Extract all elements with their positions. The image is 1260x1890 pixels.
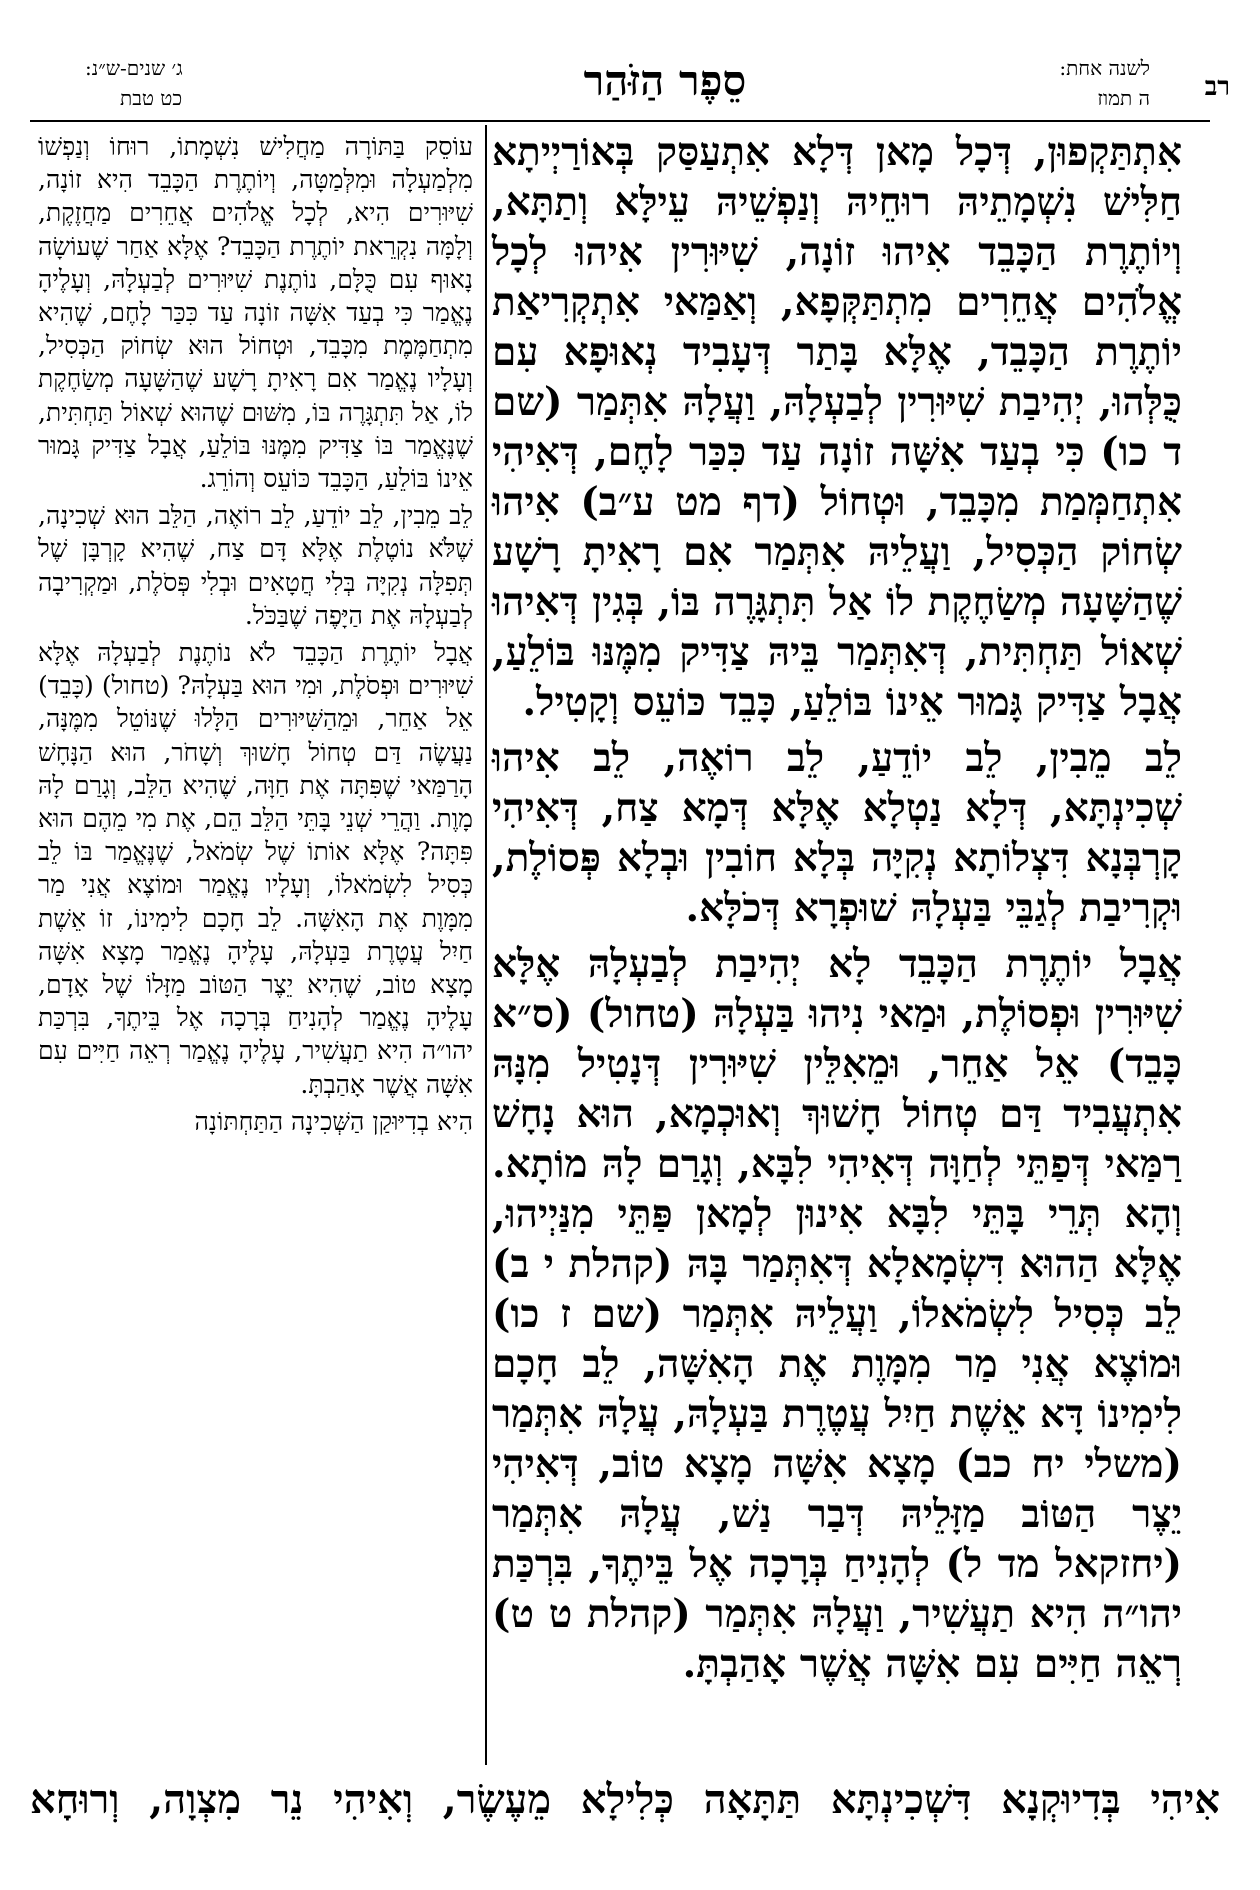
hebrew-translation-column [38,130,473,1142]
book-title: סֵפֶר הַזֹּהַר [583,56,747,105]
main-paragraph: אֲבָל יוֹתֶרֶת הַכָּבֵד לָא יְהִיבַת לְבַעְלָהּ אֶלָּא שִׁיּוּרִין וּפְסוֹלֶת, וּמַאי נִיהוּ בַּעְלָהּ (טחול) (ס״א כָּבֵד) אֵל אַחֵר, וּמֵאִלֵּין שִׁיּוּרִין דְּנָטִיל מִנָּהּ אִתְעֲבִיד דַּם טְחוֹל חָשׁוּךְ וְאוּכְמָא, הוּא נָחָשׁ רַמַּאי דְּפַתֵּי לְחַוָּה דְּאִיהִי לִבָּא, וְגָרַם לָהּ מוֹתָא. וְהָא תְּרֵי בָּתֵּי לִבָּא אִינוּן לְמָאן פַּתֵּי מִנַּיְיהוּ, אֶלָּא הַהוּא דִּשְׂמָאלָא דְּאִתְּמַר בָּהּ (קהלת י ב) לֵב כְּסִיל לִשְׂמֹאלוֹ, וַעֲלֵיהּ אִתְּמַר (שם ז כו) וּמוֹצֶא אֲנִי מַר מִמָּוֶת אֶת הָאִשָּׁה, לֵב חָכָם לִימִינוֹ דָּא אֵשֶׁת חַיִל עֲטֶרֶת בַּעְלָהּ, עֲלָהּ אִתְּמַר (משלי יח כב) מָצָא אִשָּׁה מָצָא טוֹב, דְּאִיהִי יֵצֶר הַטּוֹב מַזָּלֵיהּ דְּבַר נַשׁ, עֲלָהּ אִתְּמַר (יחזקאל מד ל) לְהָנִיחַ בְּרָכָה אֶל בֵּיתֶךָ, בִּרְכַּת יהו״ה הִיא תַעֲשִׁיר, וַעֲלָהּ אִתְּמַר (קהלת ט ט) רְאֵה חַיִּים עִם אִשָּׁה אֲשֶׁר אָהַבְתָּ. [492,941,1182,1687]
schedule-label: לשנה אחת: [1059,56,1150,80]
page-number: רב [1204,72,1230,102]
translation-paragraph: עוֹסֵק בַּתּוֹרָה מַחֲלִישׁ נִשְׁמָתוֹ, רוּחוֹ וְנַפְשׁוֹ מִלְמַעְלָה וּמִלְּמַטָּה, וְיוֹתֶרֶת הַכָּבֵד הִיא זוֹנָה, שִׁיּוּרִים הִיא, לְכָל אֱלֹהִים אֲחֵרִים מַחֲזֶקֶת, וְלָמָּה נִקְרֵאת יוֹתֶרֶת הַכָּבֵד? אֶלָּא אַחַר שֶׁעוֹשָׂה נָאוּף עִם כֻּלָּם, נוֹתֶנֶת שִׁיּוּרִים לְבַעְלָהּ, וְעָלֶיהָ נֶאֱמַר כִּי בְעַד אִשָּׁה זוֹנָה עַד כִּכַּר לָחֶם, שֶׁהִיא מִתְחַמֶּמֶת מִכָּבֵד, וּטְחוֹל הוּא שְׂחוֹק הַכְּסִיל, וְעָלָיו נֶאֱמַר אִם רָאִיתָ רָשָׁע שֶׁהַשָּׁעָה מְשַׂחֶקֶת לוֹ, אַל תִּתְגָּרֶה בּוֹ, מִשּׁוּם שֶׁהוּא שְׁאוֹל תַּחְתִּית, שֶׁנֶּאֱמַר בּוֹ צַדִּיק מִמֶּנּוּ בּוֹלֵעַ, אֲבָל צַדִּיק גָּמוּר אֵינוֹ בּוֹלֵעַ, הַכָּבֵד כּוֹעֵס וְהוֹרֵג. [38,132,473,494]
translation-paragraph: אֲבָל יוֹתֶרֶת הַכָּבֵד לֹא נוֹתֶנֶת לְבַעְלָהּ אֶלָּא שִׁיּוּרִים וּפְסֹלֶת, וּמִי הוּא בַּעְלָהּ? (טחול) (כָּבֵד) אֵל אַחֵר, וּמֵהַשִּׁיּוּרִים הַלָּלוּ שֶׁנּוֹטֵל מִמֶּנָּה, נַעֲשֶׂה דַּם טְחוֹל חָשׁוּךְ וְשָׁחֹר, הוּא הַנָּחָשׁ הָרַמַּאי שֶׁפִּתָּה אֶת חַוָּה, שֶׁהִיא הַלֵּב, וְגָרַם לָהּ מָוֶת. וַהֲרֵי שְׁנֵי בָּתֵּי הַלֵּב הֵם, אֶת מִי מֵהֶם הוּא פִּתָּה? אֶלָּא אוֹתוֹ שֶׁל שְׂמֹאל, שֶׁנֶּאֱמַר בּוֹ לֵב כְּסִיל לִשְׂמֹאלוֹ, וְעָלָיו נֶאֱמַר וּמוֹצֶא אֲנִי מַר מִמָּוֶת אֶת הָאִשָּׁה. לֵב חָכָם לִימִינוֹ, זוֹ אֵשֶׁת חַיִל עֲטֶרֶת בַּעְלָהּ, עָלֶיהָ נֶאֱמַר מָצָא אִשָּׁה מָצָא טוֹב, שֶׁהִיא יֵצֶר הַטּוֹב מַזָּלוֹ שֶׁל אָדָם, עָלֶיהָ נֶאֱמַר לְהָנִיחַ בְּרָכָה אֶל בֵּיתֶךָ, בִּרְכַּת יהו״ה הִיא תַעֲשִׁיר, עָלֶיהָ נֶאֱמַר רְאֵה חַיִּים עִם אִשָּׁה אֲשֶׁר אָהַבְתָּ. [38,638,473,1099]
page-header [30,50,1230,130]
main-paragraph: אִתְתַּקְפוּן, דְּכָל מָאן דְּלָא אִתְעַסַּק בְּאוֹרַיְיתָא חַלִּישׁ נִשְׁמָתֵיהּ רוּחֵיהּ וְנַפְשֵׁיהּ עֵילָּא וְתַתָּא, וְיוֹתֶרֶת הַכָּבֵד אִיהוּ זוֹנָה, שִׁיּוּרִין אִיהוּ לְכָל אֱלֹהִים אֲחֵרִים מִתְתַּקְּפָא, וְאַמַּאי אִתְקְרִיאַת יוֹתֶרֶת הַכָּבֵד, אֶלָּא בָּתַר דְּעָבִיד נְאוּפָא עִם כֻּלְּהוּ, יְהִיבַת שִׁיּוּרִין לְבַעְלָהּ, וַעֲלָהּ אִתְּמַר (שם ד כו) כִּי בְעַד אִשָּׁה זוֹנָה עַד כִּכַּר לָחֶם, דְּאִיהִי אִתְחַמְּמַת מִכָּבֵד, וּטְחוֹל (דף מט ע״ב) אִיהוּ שְׂחוֹק הַכְּסִיל, וַעֲלֵיהּ אִתְּמַר אִם רָאִיתָ רָשָׁע שֶׁהַשָּׁעָה מְשַׂחֶקֶת לוֹ אַל תִּתְגָּרֶה בּוֹ, בְּגִין דְּאִיהוּ שְׁאוֹל תַּחְתִּית, דְּאִתְּמַר בֵּיהּ צַדִּיק מִמֶּנּוּ בּוֹלֵעַ, אֲבָל צַדִּיק גָּמוּר אֵינוֹ בּוֹלֵעַ, כָּבֵד כּוֹעֵס וְקָטִיל. [492,129,1182,725]
main-paragraph: לֵב מֵבִין, לֵב יוֹדֵעַ, לֵב רוֹאֶה, לֵב אִיהוּ שְׁכִינְתָּא, דְּלָא נַטְלָא אֶלָּא דְּמָא צַח, דְּאִיהִי קָרְבְּנָא דִּצְלוֹתָא נְקִיָּה בְּלָא חוֹבִין וּבְלָא פְּסוֹלֶת, וּקְרִיבַת לְגַבֵּי בַּעְלָהּ שׁוּפְרָא דְּכֹלָּא. [492,735,1182,931]
header-rule [30,120,1210,122]
translation-paragraph: לֵב מֵבִין, לֵב יוֹדֵעַ, לֵב רוֹאֶה, הַלֵּב הוּא שְׁכִינָה, שֶׁלֹּא נוֹטֶלֶת אֶלָּא דָּם צַח, שֶׁהִיא קָרְבָּן שֶׁל תְּפִלָּה נְקִיָּה בְּלִי חֲטָאִים וּבְלִי פְּסֹלֶת, וּמַקְרִיבָה לְבַעְלָהּ אֶת הַיָּפֶה שֶׁבַּכֹּל. [38,501,473,630]
schedule-date: ה תמוז [1097,86,1150,110]
continuation-line: אִיהִי בְּדִיוּקְנָא דִּשְׁכִינְתָּא תַּתָּאָה כְּלִילָא מֵעֶשֶׂר, וְאִיהִי נֵר מִצְוָה, וְרוּחָא [30,1776,1220,1823]
schedule-label-secondary: ג׳ שנים-ש״נ: [85,56,183,80]
column-divider [485,125,487,1765]
aramaic-main-column [492,127,1182,1695]
schedule-date-secondary: כט טבת [120,86,183,110]
translation-paragraph: הִיא בְדִיּוּקַן הַשְּׁכִינָה הַתַּחְתּוֹנָה [194,1106,473,1136]
